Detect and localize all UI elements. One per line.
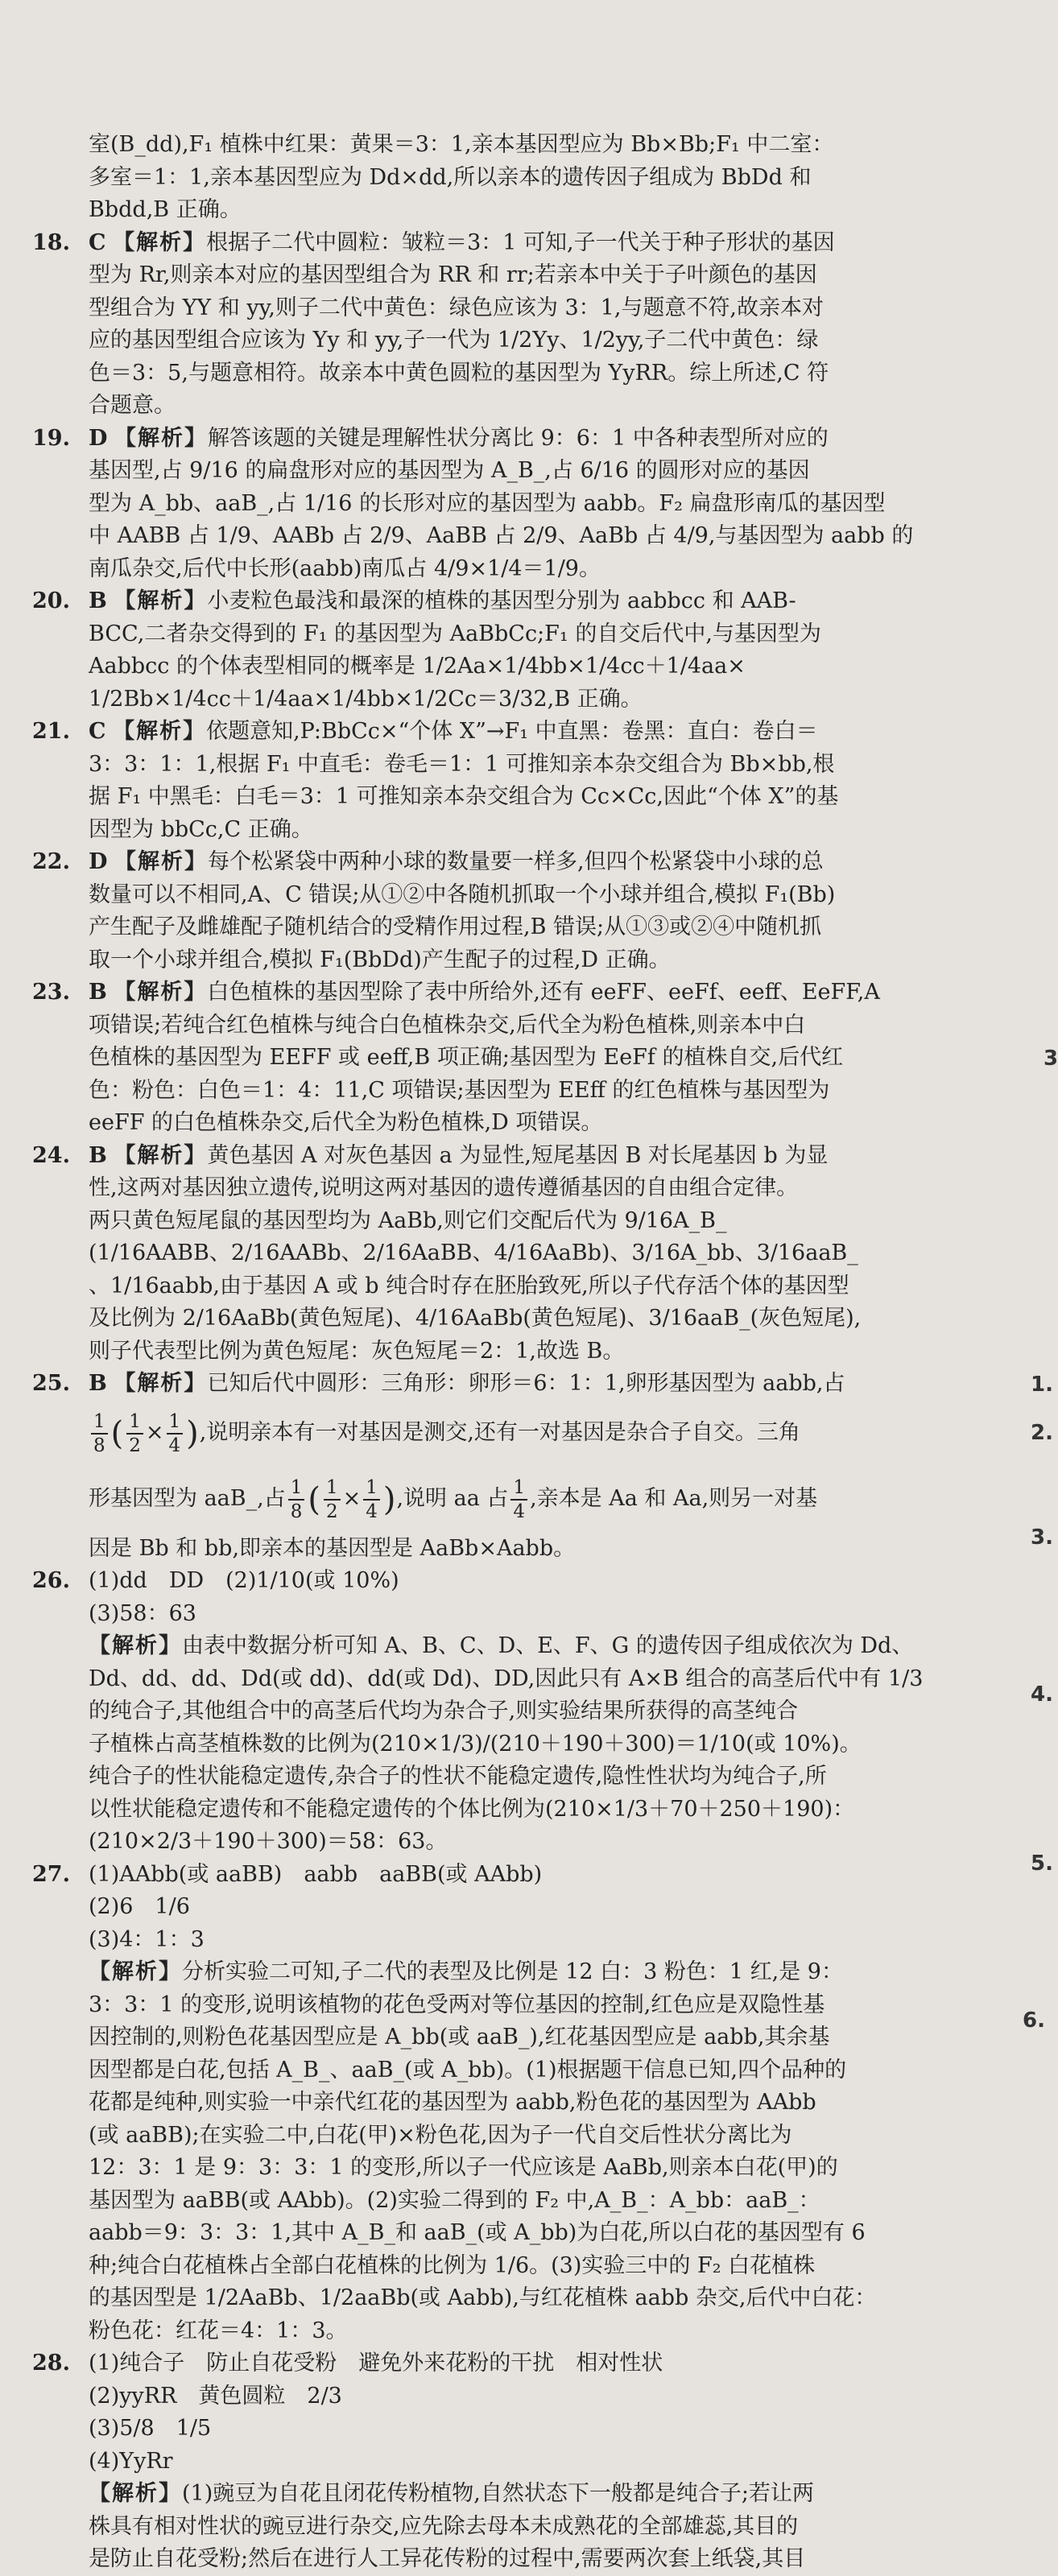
text-line: eeFF 的白色植株杂交,后代全为粉色植株,D 项错误。 <box>89 1110 603 1135</box>
text-line: 3：3：1 的变形,说明该植物的花色受两对等位基因的控制,红色应是双隐性基 <box>89 1992 825 2017</box>
text-line <box>89 1368 1023 1401</box>
analysis-tag: 【解析】 <box>89 1959 182 1984</box>
answer-letter: B <box>89 1142 107 1168</box>
text-segment: ,说明 aa 占 <box>396 1486 509 1512</box>
text-line: 粉色花：红花＝4：1：3。 <box>89 2318 348 2343</box>
text-line: 性,这两对基因独立遗传,说明这两对基因的遗传遵循基因的自由组合定律。 <box>89 1175 799 1200</box>
question-26 <box>32 1565 1023 1630</box>
question-25 <box>32 1368 1023 1565</box>
paren: ( <box>110 1414 124 1452</box>
margin-number: 2. <box>1031 1421 1053 1445</box>
question-number: 27. <box>32 1861 70 1887</box>
answer-letter: D <box>89 425 108 451</box>
paren: ) <box>382 1480 396 1518</box>
text-line: 12：3：1 是 9：3：3：1 的变形,所以子一代应该是 AaBb,则亲本白花(甲)的 <box>89 2155 838 2180</box>
text-line <box>89 2478 1023 2511</box>
question-18 <box>32 227 1023 423</box>
q17-continuation <box>32 129 1023 227</box>
paren: ( <box>308 1480 320 1518</box>
analysis-text: 小麦粒色最浅和最深的植株的基因型分别为 aabbcc 和 AAB- <box>207 588 796 613</box>
text-line: 南瓜杂交,后代中长形(aabb)南瓜占 4/9×1/4＝1/9。 <box>89 555 601 581</box>
text-line: 则子代表型比例为黄色短尾：灰色短尾＝2：1,故选 B。 <box>89 1338 625 1364</box>
analysis-text: 白色植株的基因型除了表中所给外,还有 eeFF、eeFf、eeff、EeFF,A <box>207 980 880 1005</box>
text-line: BCC,二者杂交得到的 F₁ 的基因型为 AaBbCc;F₁ 的自交后代中,与基因型为 <box>89 621 821 646</box>
text-line: 合题意。 <box>89 393 176 418</box>
fraction-line <box>89 1467 1023 1533</box>
analysis-text: 已知后代中圆形：三角形：卵形＝6：1：1,卵形基因型为 aabb,占 <box>207 1371 845 1396</box>
question-21 <box>32 716 1023 846</box>
paren: ) <box>186 1414 199 1452</box>
text-line: 花都是纯种,则实验一中亲代红花的基因型为 aabb,粉色花的基因型为 AAbb <box>89 2090 816 2115</box>
text-line: 因型都是白花,包括 A_B_、aaB_(或 A_bb)。(1)根据题干信息已知,四个品种的 <box>89 2057 847 2083</box>
text-line <box>89 227 1023 260</box>
fraction: $\frac{1}{8}$ <box>91 1410 108 1457</box>
text-line: 产生配子及雌雄配子随机结合的受精作用过程,B 错误;从①③或②④中随机抓 <box>89 914 822 939</box>
text-line: 应的基因型组合应该为 Yy 和 yy,子一代为 1/2Yy、1/2yy,子二代中黄色：绿 <box>89 328 819 353</box>
analysis-text: 由表中数据分析可知 A、B、C、D、E、F、G 的遗传因子组成依次为 Dd、 <box>182 1633 914 1658</box>
analysis-text: 每个松紧袋中两种小球的数量要一样多,但四个松紧袋中小球的总 <box>208 849 824 874</box>
question-22 <box>32 846 1023 976</box>
text-line: 的基因型是 1/2AaBb、1/2aaBb(或 Aabb),与红花植株 aabb 杂交,后代中白花： <box>89 2285 877 2310</box>
text-line: 以性状能稳定遗传和不能稳定遗传的个体比例为(210×1/3＋70＋250＋190)： <box>89 1796 855 1822</box>
text-line: aabb＝9：3：3：1,其中 A_B_和 aaB_(或 A_bb)为白花,所以白花的基因型有 6 <box>89 2220 866 2245</box>
text-line: 两只黄色短尾鼠的基因型均为 AaBb,则它们交配后代为 9/16A_B_ <box>89 1208 727 1233</box>
answer-line: (2)6 1/6 <box>89 1894 190 1919</box>
question-number: 26. <box>32 1568 70 1593</box>
question-number: 23. <box>32 980 70 1005</box>
question-27-analysis <box>32 1956 1023 2347</box>
question-number: 25. <box>32 1371 70 1396</box>
text-line: 因型为 bbCc,C 正确。 <box>89 816 313 842</box>
text-line: (1/16AABB、2/16AABb、2/16AaBB、4/16AaBb)、3/16A_bb、3/16aaB_ <box>89 1241 858 1265</box>
answer-letter: C <box>89 719 106 744</box>
text-line: 因控制的,则粉色花基因型应是 A_bb(或 aaB_),红花基因型应是 aabb,其余基 <box>89 2025 830 2050</box>
question-number: 24. <box>32 1142 70 1168</box>
answer-line: (1)dd DD (2)1/10(或 10%) <box>89 1568 399 1593</box>
text-line: 中 AABB 占 1/9、AABb 占 2/9、AaBB 占 2/9、AaBb 占 4/9,与基因型为 aabb 的 <box>89 523 914 548</box>
analysis-text: 分析实验二可知,子二代的表型及比例是 12 白：3 粉色：1 红,是 9： <box>182 1959 843 1984</box>
question-20 <box>32 585 1023 716</box>
text-segment: ,亲本是 Aa 和 Aa,则另一对基 <box>530 1486 818 1512</box>
fraction: $\frac{1}{8}$ <box>288 1476 305 1523</box>
analysis-tag: 【解析】 <box>114 849 209 874</box>
text-line <box>89 1140 1023 1173</box>
text-line: Aabbcc 的个体表型相同的概率是 1/2Aa×1/4bb×1/4cc＋1/4aa× <box>89 654 746 679</box>
text-segment: ,说明亲本有一对基因是测交,还有一对基因是杂合子自交。三角 <box>199 1420 800 1446</box>
fraction: $\frac{1}{4}$ <box>363 1476 380 1523</box>
text-line <box>89 1630 1023 1663</box>
margin-number: 3. <box>1031 1525 1053 1550</box>
question-28 <box>32 2347 1023 2478</box>
fraction-line <box>89 1401 1023 1467</box>
margin-number: 6. <box>1023 2008 1045 2033</box>
fraction: $\frac{1}{2}$ <box>126 1410 143 1457</box>
text-line: 项错误;若纯合红色植株与纯合白色植株杂交,后代全为粉色植株,则亲本中白 <box>89 1012 806 1038</box>
analysis-tag: 【解析】 <box>89 1633 182 1658</box>
text-line: 种;纯合白花植株占全部白花植株的比例为 1/6。(3)实验三中的 F₂ 白花植株 <box>89 2252 816 2278</box>
margin-number: 1. <box>1031 1373 1053 1397</box>
text-line: 株具有相对性状的豌豆进行杂交,应先除去母本未成熟花的全部雄蕊,其目的 <box>89 2513 799 2539</box>
text-line: 及比例为 2/16AaBb(黄色短尾)、4/16AaBb(黄色短尾)、3/16aaB_(灰色短尾), <box>89 1306 862 1331</box>
answer-line: (4)YyRr <box>89 2448 173 2474</box>
times-sign: × <box>145 1420 164 1446</box>
text-line <box>89 716 1023 749</box>
question-number: 21. <box>32 719 70 744</box>
answer-letter: C <box>89 229 106 255</box>
text-line: 3：3：1：1,根据 F₁ 中直毛：卷毛＝1：1 可推知亲本杂交组合为 Bb×bb,根 <box>89 751 835 777</box>
text-line <box>89 976 1023 1009</box>
text-line: 多室＝1：1,亲本基因型应为 Dd×dd,所以亲本的遗传因子组成为 BbDd 和 <box>89 164 812 190</box>
answer-line: (1)AAbb(或 aaBB) aabb aaBB(或 AAbb) <box>89 1861 543 1887</box>
analysis-text: (1)豌豆为自花且闭花传粉植物,自然状态下一般都是纯合子;若让两 <box>182 2481 814 2506</box>
analysis-tag: 【解析】 <box>114 980 208 1005</box>
question-27 <box>32 1859 1023 1957</box>
answer-content <box>32 129 1023 2576</box>
fraction: $\frac{1}{4}$ <box>510 1476 527 1523</box>
question-number: 20. <box>32 588 70 613</box>
text-line: 据 F₁ 中黑毛：白毛＝3：1 可推知亲本杂交组合为 Cc×Cc,因此“个体 X”的基 <box>89 784 839 809</box>
text-line: Bbdd,B 正确。 <box>89 197 242 222</box>
text-line: 取一个小球并组合,模拟 F₁(BbDd)产生配子的过程,D 正确。 <box>89 947 671 972</box>
text-line: 基因型,占 9/16 的扁盘形对应的基因型为 A_B_,占 6/16 的圆形对应的基因 <box>89 458 810 483</box>
analysis-text: 根据子二代中圆粒：皱粒＝3：1 可知,子一代关于种子形状的基因 <box>206 229 835 255</box>
text-line <box>89 1956 1023 1989</box>
text-line: 型组合为 YY 和 yy,则子二代中黄色：绿色应该为 3：1,与题意不符,故亲本对 <box>89 295 824 320</box>
text-line: 纯合子的性状能稳定遗传,杂合子的性状不能稳定遗传,隐性性状均为纯合子,所 <box>89 1764 827 1789</box>
text-line <box>89 846 1023 879</box>
question-19 <box>32 423 1023 586</box>
text-line: 是防止自花受粉;然后在进行人工异花传粉的过程中,需要两次套上纸袋,其目 <box>89 2546 806 2571</box>
analysis-text: 黄色基因 A 对灰色基因 a 为显性,短尾基因 B 对长尾基因 b 为显 <box>207 1142 829 1168</box>
fraction: $\frac{1}{4}$ <box>167 1410 184 1457</box>
answer-line: (3)58：63 <box>89 1600 196 1626</box>
text-line: 1/2Bb×1/4cc＋1/4aa×1/4bb×1/2Cc＝3/32,B 正确。 <box>89 686 643 712</box>
analysis-text: 解答该题的关键是理解性状分离比 9：6：1 中各种表型所对应的 <box>208 425 829 451</box>
answer-letter: D <box>89 849 108 874</box>
times-sign: × <box>342 1486 362 1512</box>
text-line: 型为 Rr,则亲本对应的基因型组合为 RR 和 rr;若亲本中关于子叶颜色的基因 <box>89 262 817 287</box>
margin-number: 3 <box>1044 1046 1058 1071</box>
text-line: Dd、dd、dd、Dd(或 dd)、dd(或 Dd)、DD,因此只有 A×B 组合的高茎后代中有 1/3 <box>89 1666 924 1691</box>
text-line: 室(B_dd),F₁ 植株中红果：黄果＝3：1,亲本基因型应为 Bb×Bb;F₁ 中二室： <box>89 132 834 157</box>
analysis-tag: 【解析】 <box>113 719 207 744</box>
text-segment: 形基因型为 aaB_,占 <box>89 1486 286 1512</box>
text-line: 基因型为 aaBB(或 AAbb)。(2)实验二得到的 F₂ 中,A_B_：A_bb：aaB_： <box>89 2187 820 2213</box>
text-line <box>89 585 1023 618</box>
text-line: 的纯合子,其他组合中的高茎后代均为杂合子,则实验结果所获得的高茎纯合 <box>89 1699 799 1724</box>
answer-letter: B <box>89 1371 107 1396</box>
answer-line: (2)yyRR 黄色圆粒 2/3 <box>89 2383 342 2409</box>
analysis-tag: 【解析】 <box>114 425 209 451</box>
answer-letter: B <box>89 588 107 613</box>
text-line: 色植株的基因型为 EEFF 或 eeff,B 项正确;基因型为 EeFf 的植株自交,后代红 <box>89 1045 844 1070</box>
answer-line: (3)5/8 1/5 <box>89 2416 212 2441</box>
analysis-tag: 【解析】 <box>114 588 208 613</box>
text-line: 子植株占高茎植株数的比例为(210×1/3)/(210＋190＋300)＝1/10(或 10%)。 <box>89 1731 862 1757</box>
text-line: 色：粉色：白色＝1：4：11,C 项错误;基因型为 EEff 的红色植株与基因型为 <box>89 1077 830 1103</box>
question-23 <box>32 976 1023 1140</box>
question-number: 22. <box>32 849 70 874</box>
question-24 <box>32 1140 1023 1368</box>
text-line: 、1/16aabb,由于基因 A 或 b 纯合时存在胚胎致死,所以子代存活个体的基因型 <box>89 1273 849 1298</box>
answer-line: (3)4：1：3 <box>89 1926 205 1952</box>
analysis-tag: 【解析】 <box>113 229 207 255</box>
analysis-tag: 【解析】 <box>89 2481 182 2506</box>
analysis-text: 依题意知,P:BbCc×“个体 X”→F₁ 中直黑：卷黑：直白：卷白＝ <box>206 719 818 744</box>
analysis-tag: 【解析】 <box>114 1142 208 1168</box>
margin-number: 4. <box>1031 1682 1053 1707</box>
text-line: (210×2/3＋190＋300)＝58：63。 <box>89 1829 448 1854</box>
answer-line: (1)纯合子 防止自花受粉 避免外来花粉的干扰 相对性状 <box>89 2351 663 2376</box>
margin-number: 5. <box>1031 1852 1053 1876</box>
text-line: 型为 A_bb、aaB_,占 1/16 的长形对应的基因型为 aabb。F₂ 扁盘形南瓜的基因型 <box>89 490 886 516</box>
text-line: (或 aaBB);在实验二中,白花(甲)×粉色花,因为子一代自交后性状分离比为 <box>89 2122 792 2148</box>
question-28-analysis <box>32 2478 1023 2576</box>
fraction: $\frac{1}{2}$ <box>324 1476 341 1523</box>
question-26-analysis <box>32 1630 1023 1859</box>
question-number: 19. <box>32 425 70 451</box>
question-number: 28. <box>32 2351 70 2376</box>
text-line: 因是 Bb 和 bb,即亲本的基因型是 AaBb×Aabb。 <box>89 1535 576 1561</box>
analysis-tag: 【解析】 <box>114 1371 208 1396</box>
text-line <box>89 423 1023 456</box>
text-line: 色＝3：5,与题意相符。故亲本中黄色圆粒的基因型为 YyRR。综上所述,C 符 <box>89 360 829 386</box>
text-line: 数量可以不相同,A、C 错误;从①②中各随机抓取一个小球并组合,模拟 F₁(Bb) <box>89 881 836 907</box>
answer-letter: B <box>89 980 107 1005</box>
question-number: 18. <box>32 229 70 255</box>
